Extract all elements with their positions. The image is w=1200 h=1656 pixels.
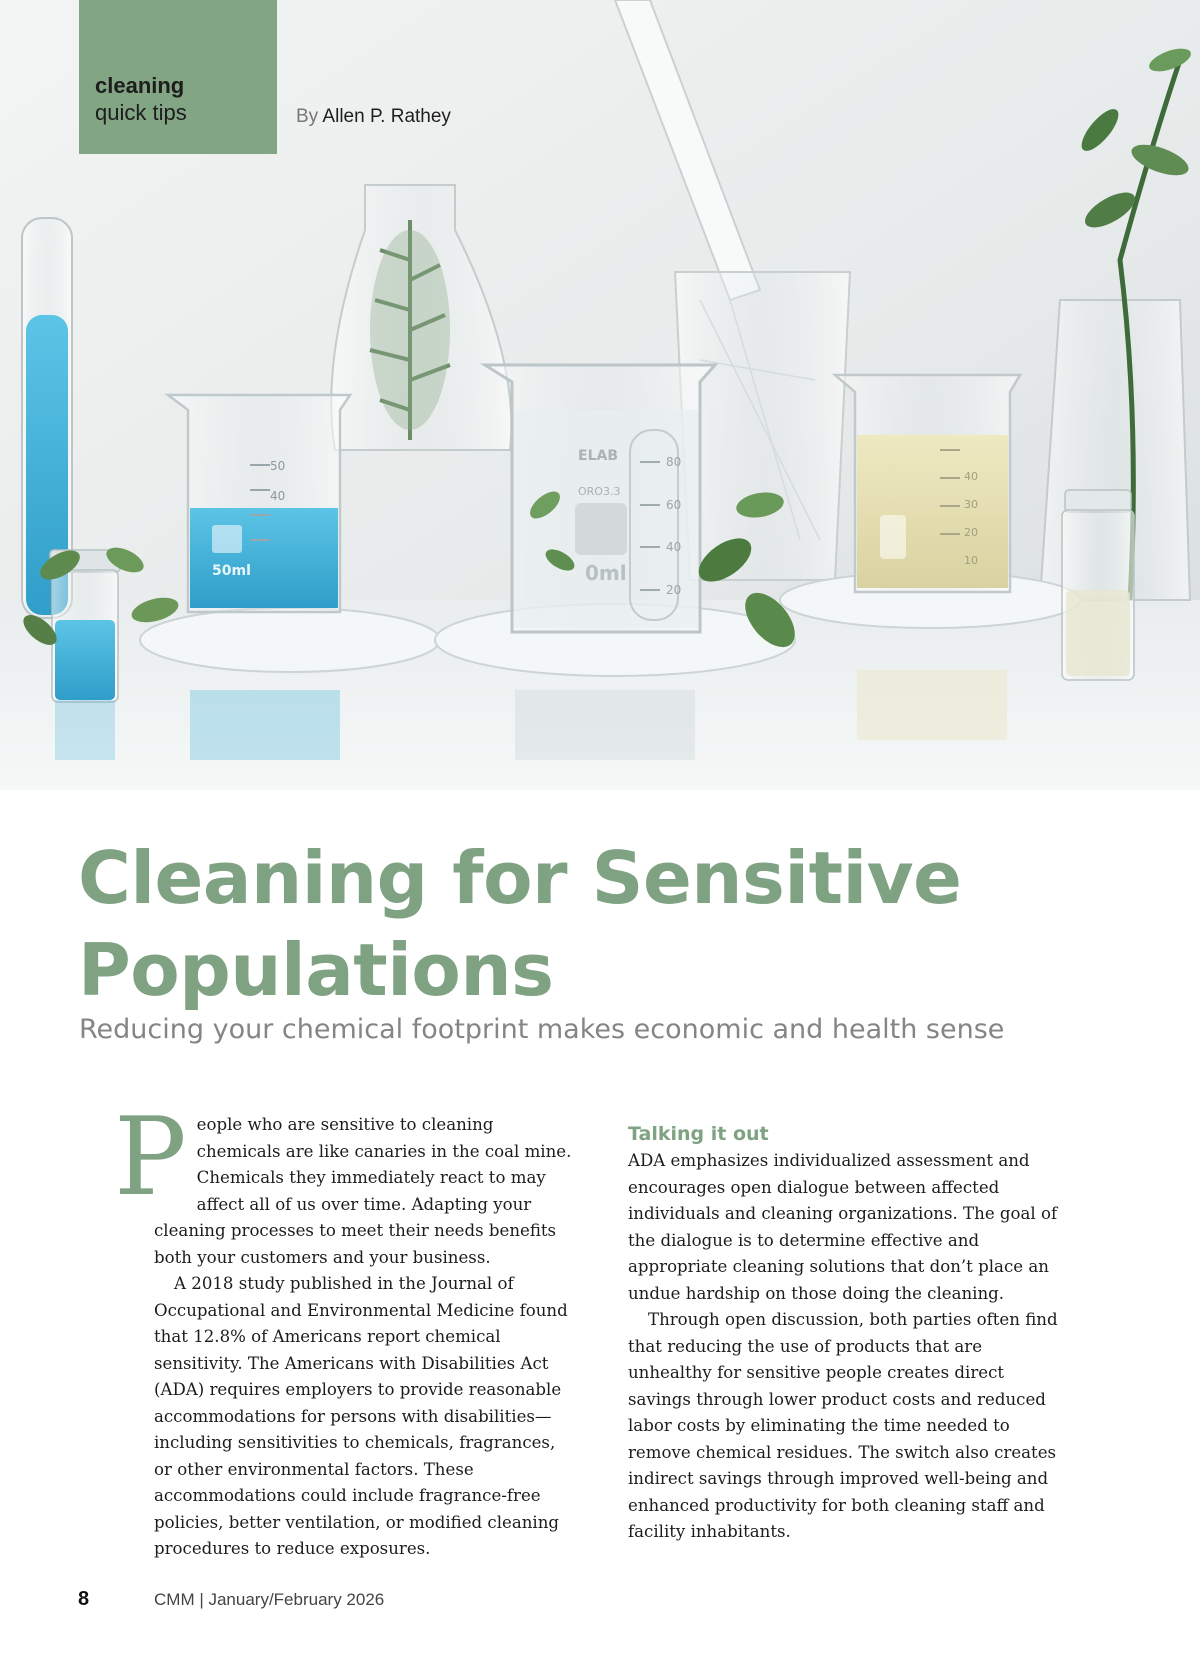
page-number: 8 bbox=[78, 1588, 90, 1610]
article-headline: Cleaning for Sensitive Populations bbox=[78, 836, 962, 1012]
vial-clear bbox=[1062, 490, 1134, 680]
beaker-mid-volume: 0ml bbox=[585, 561, 627, 585]
publication-footer: CMM | January/February 2026 bbox=[154, 1590, 385, 1609]
beaker-right-mark-20: 20 bbox=[964, 526, 978, 539]
beaker-mid-mark-60: 60 bbox=[666, 498, 682, 512]
byline-author: Allen P. Rathey bbox=[322, 106, 451, 127]
beaker-left-volume: 50ml bbox=[212, 563, 251, 579]
body-right-paragraph-1: ADA emphasizes individualized assessment and encourages open dialogue between affected individuals and cleaning organizations. The goal of the dialogue is to determine effective and appropriate cleaning solutions that don’t place an undue hardship on those doing the cleaning. bbox=[628, 1151, 1058, 1303]
body-left-paragraph-2: A 2018 study published in the Journal of Occupational and Environmental Medicine found that 12.8% of Americans report chemical sensitivity. The Americans with Disabilities Act (ADA) requires employers to provide reasonable accommodations for persons with disabilities—including sensitivities to chemicals, fragrances, or other environmental factors. These accommodations could include fragrance-free policies, better ventilation, or modified cleaning procedures to reduce exposures. bbox=[154, 1274, 568, 1558]
body-column-left bbox=[114, 1095, 574, 1563]
petri-dish-left bbox=[140, 608, 440, 672]
body-column-right bbox=[628, 1121, 1058, 1546]
beaker-mid-brand: ELAB bbox=[578, 448, 618, 464]
beaker-right-mark-40: 40 bbox=[964, 470, 978, 483]
section-tag-line2: quick tips bbox=[95, 100, 187, 125]
body-right-paragraph-2: Through open discussion, both parties often find that reducing the use of products that are unhealthy for sensitive people creates direct savings through lower product costs and reduced labor costs by eliminating the time needed to remove chemical residues. The switch also creates indirect savings through improved well-being and enhanced productivity for both cleaning staff and facility inhabitants. bbox=[628, 1310, 1058, 1541]
beaker-mid-spec: ORO3.3 bbox=[578, 485, 621, 498]
beaker-blue bbox=[168, 395, 350, 612]
beaker-right-mark-30: 30 bbox=[964, 498, 978, 511]
beaker-yellow bbox=[835, 375, 1020, 592]
beaker-mid-mark-40: 40 bbox=[666, 540, 682, 554]
byline bbox=[296, 106, 451, 128]
body-left-paragraph-1: eople who are sensitive to cleaning chemicals are like canaries in the coal mine. Chemicals they immediately react to may affect all of us over time. Adapting your cleaning processes to meet their needs benefits both your customers and your business. bbox=[154, 1115, 572, 1267]
hero-photo bbox=[0, 0, 1200, 790]
beaker-left-mark-50: 50 bbox=[270, 459, 286, 473]
section-tag bbox=[79, 0, 277, 154]
beaker-left-mark-40: 40 bbox=[270, 489, 286, 503]
section-heading-talking-it-out: Talking it out bbox=[628, 1123, 769, 1145]
drop-cap: P bbox=[114, 1095, 187, 1220]
section-tag-line1: cleaning bbox=[95, 73, 185, 98]
byline-prefix: By bbox=[296, 106, 319, 127]
beaker-right-mark-10: 10 bbox=[964, 554, 978, 567]
beaker-mid-mark-20: 20 bbox=[666, 583, 682, 597]
article-subhead: Reducing your chemical footprint makes economic and health sense bbox=[79, 1014, 1005, 1045]
beaker-mid-mark-80: 80 bbox=[666, 455, 682, 469]
